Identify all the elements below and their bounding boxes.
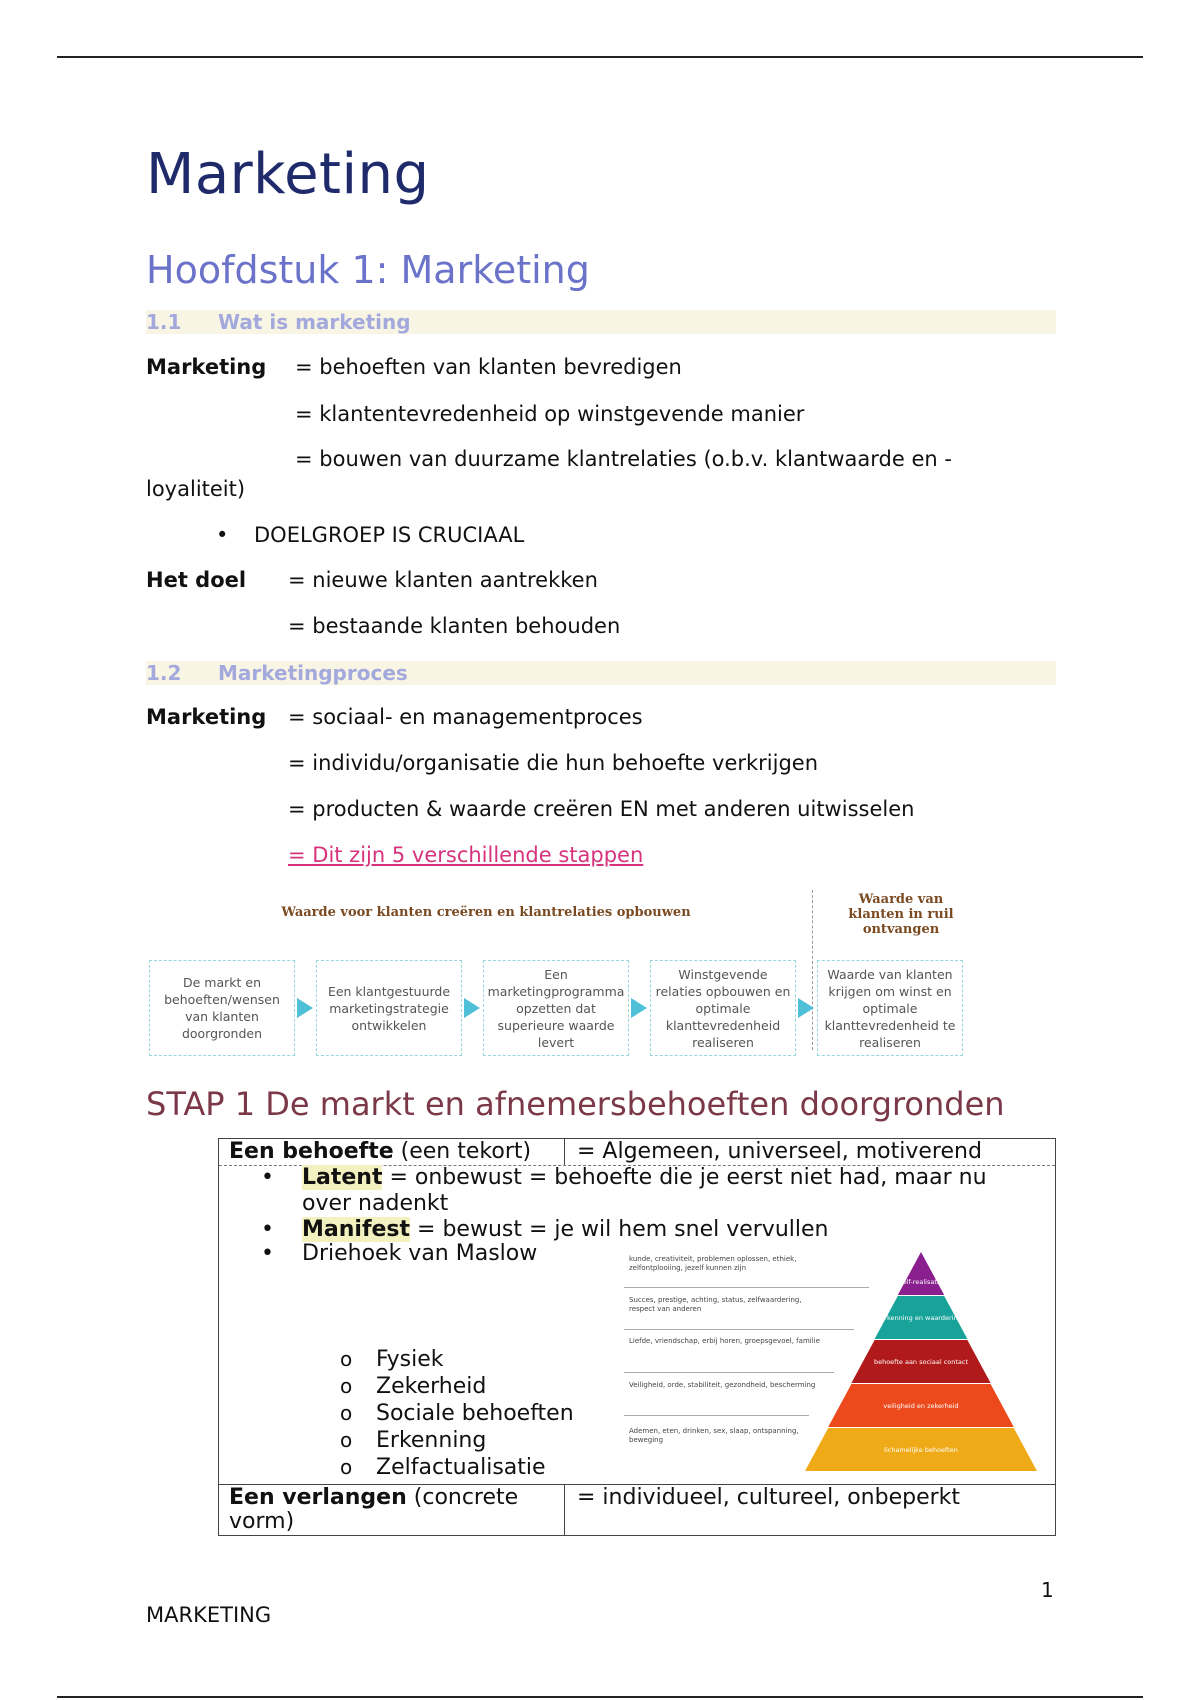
sub-item-text: Sociale behoeften — [376, 1401, 574, 1426]
bullet-dot: • — [261, 1165, 274, 1190]
footer-text: MARKETING — [146, 1603, 272, 1627]
pyramid-note: kunde, creativiteit, problemen oplossen, ethiek, zelfontplooiing, jezelf kunnen zijn — [629, 1255, 797, 1272]
maslow-sub-item: o Zelfactualisatie — [340, 1455, 546, 1480]
pyramid-note: Veiligheid, orde, stabiliteit, gezondheid, bescherming — [629, 1381, 816, 1389]
maslow-sub-item: o Erkenning — [340, 1428, 487, 1453]
sub-item-text: Zekerheid — [376, 1374, 487, 1399]
latent-line-cont: over nadenkt — [302, 1191, 449, 1216]
manifest-definition: = bewust = je wil hem snel vervullen — [410, 1217, 829, 1242]
steps-link[interactable]: = Dit zijn 5 verschillende stappen — [288, 843, 644, 867]
process-step-2: Een klantgestuurde marketingstrategie ontwikkelen — [316, 960, 462, 1056]
sub-item-text: Zelfactualisatie — [376, 1455, 546, 1480]
table-row-needs — [219, 1139, 1055, 1166]
bullet-dot: • — [261, 1241, 274, 1266]
section-heading-1-2 — [146, 661, 1056, 685]
marketing-process-diagram — [146, 890, 976, 1060]
top-rule — [57, 56, 1143, 58]
maslow-label: Driehoek van Maslow — [302, 1241, 538, 1266]
process-step-1: De markt en behoeften/wensen van klanten doorgronden — [149, 960, 295, 1056]
pyramid-level-label: zelf-realisatie — [899, 1278, 943, 1286]
pyramid-level — [898, 1252, 944, 1295]
wants-term-cont: vorm) — [229, 1509, 295, 1534]
maslow-pyramid-image — [619, 1249, 1039, 1474]
page-number: 1 — [1041, 1578, 1054, 1602]
definition-line: = sociaal- en managementproces — [288, 705, 643, 729]
needs-term — [229, 1139, 531, 1164]
bullet-dot: • — [216, 523, 229, 547]
pyramid-note: Ademen, eten, drinken, sex, slaap, ontspanning, beweging — [629, 1427, 799, 1444]
needs-description: = Algemeen, universeel, motiverend — [577, 1139, 982, 1164]
pyramid-level-label: lichamelijke behoeften — [884, 1446, 958, 1454]
manifest-line — [302, 1217, 828, 1242]
sub-item-text: Fysiek — [376, 1347, 444, 1372]
process-step-4: Winstgevende relaties opbouwen en optimale klanttevredenheid realiseren — [650, 960, 796, 1056]
maslow-sub-item: o Zekerheid — [340, 1374, 487, 1399]
header-right-line: Waarde van — [858, 892, 944, 907]
header-right-line: klanten in ruil — [848, 907, 954, 922]
process-step-5: Waarde van klanten krijgen om winst en optimale klanttevredenheid te realiseren — [817, 960, 963, 1056]
bullet-text: DOELGROEP IS CRUCIAAL — [254, 523, 525, 547]
goal-line: = bestaande klanten behouden — [288, 614, 621, 638]
wants-description: = individueel, cultureel, onbeperkt — [577, 1485, 961, 1510]
process-header-left: Waarde voor klanten creëren en klantrelaties opbouwen — [281, 905, 691, 920]
process-header-right — [826, 892, 976, 937]
section-title: Marketingproces — [218, 661, 408, 685]
process-divider — [812, 890, 813, 1050]
latent-term: Latent — [302, 1165, 383, 1190]
needs-term-bold: Een behoefte — [229, 1139, 394, 1164]
term-goal: Het doel — [146, 568, 247, 592]
pyramid-level-label: veiligheid en zekerheid — [883, 1402, 959, 1410]
definition-line-cont: loyaliteit) — [146, 477, 246, 501]
bottom-rule — [57, 1696, 1143, 1698]
section-heading-1-1 — [146, 310, 1056, 334]
manifest-term: Manifest — [302, 1217, 411, 1242]
table-row-wants — [219, 1484, 1055, 1536]
definition-line: = bouwen van duurzame klantrelaties (o.b.v. klantwaarde en - — [295, 447, 952, 471]
pyramid-level-label: erkenning en waardering — [880, 1314, 962, 1322]
definition-line: = klantentevredenheid op winstgevende manier — [295, 402, 805, 426]
wants-term — [229, 1485, 518, 1510]
term-marketing-2: Marketing — [146, 705, 267, 729]
arrow-right-icon — [297, 998, 313, 1018]
pyramid-note: Succes, prestige, achting, status, zelfwaardering, respect van anderen — [629, 1296, 802, 1313]
bullet-dot: • — [261, 1217, 274, 1242]
arrow-right-icon — [631, 998, 647, 1018]
maslow-sub-item: o Sociale behoeften — [340, 1401, 574, 1426]
section-number: 1.2 — [146, 661, 182, 685]
document-title: Marketing — [146, 142, 430, 207]
header-right-line: ontvangen — [862, 922, 940, 937]
step-1-heading: STAP 1 De markt en afnemersbehoeften doorgronden — [146, 1085, 1005, 1123]
sub-item-text: Erkenning — [376, 1428, 487, 1453]
latent-definition: = onbewust = behoefte die je eerst niet had, maar nu — [382, 1165, 987, 1190]
process-step-3: Een marketingprogramma opzetten dat superieure waarde levert — [483, 960, 629, 1056]
term-marketing: Marketing — [146, 355, 267, 379]
pyramid-chart — [619, 1249, 1039, 1474]
needs-table — [218, 1138, 1056, 1536]
section-number: 1.1 — [146, 310, 182, 334]
maslow-sub-item: o Fysiek — [340, 1347, 444, 1372]
column-divider — [564, 1484, 565, 1535]
pyramid-note: Liefde, vriendschap, erbij horen, groepsgevoel, familie — [629, 1337, 820, 1345]
definition-line: = behoeften van klanten bevredigen — [295, 355, 682, 379]
pyramid-level-label: behoefte aan sociaal contact — [873, 1358, 969, 1366]
arrow-right-icon — [464, 998, 480, 1018]
wants-term-paren: (concrete — [406, 1485, 519, 1510]
wants-term-bold: Een verlangen — [229, 1485, 407, 1510]
needs-term-paren: (een tekort) — [393, 1139, 532, 1164]
chapter-heading: Hoofdstuk 1: Marketing — [146, 248, 590, 292]
arrow-right-icon — [798, 998, 814, 1018]
column-divider — [564, 1139, 565, 1165]
goal-line: = nieuwe klanten aantrekken — [288, 568, 598, 592]
section-title: Wat is marketing — [218, 310, 411, 334]
definition-line: = producten & waarde creëren EN met anderen uitwisselen — [288, 797, 915, 821]
latent-line — [302, 1165, 987, 1190]
definition-line: = individu/organisatie die hun behoefte verkrijgen — [288, 751, 819, 775]
